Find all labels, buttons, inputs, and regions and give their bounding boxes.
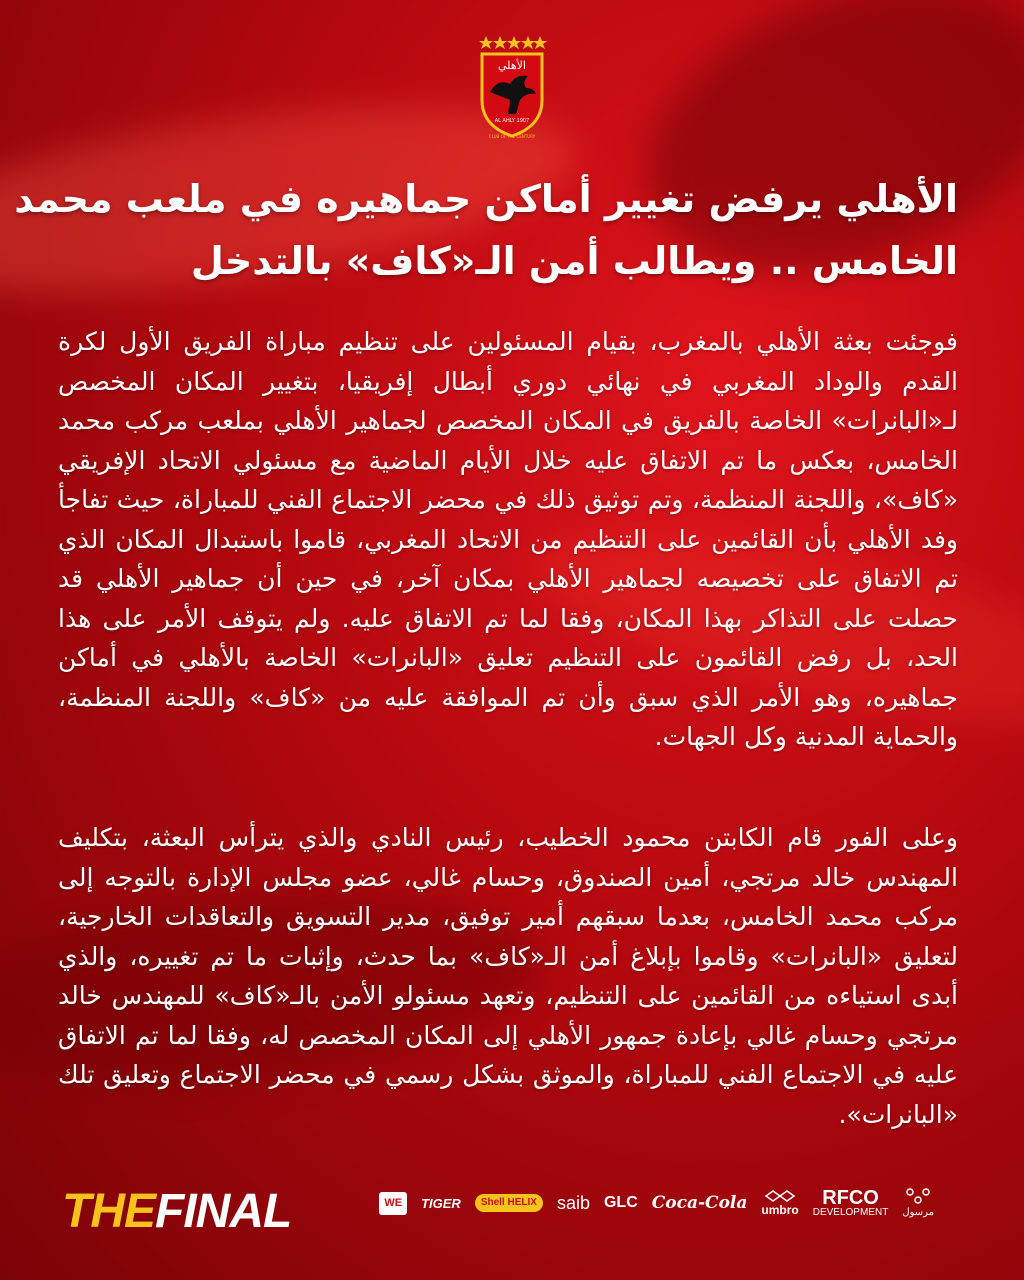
crest-motto: CLUB OF THE CENTURY [488, 134, 536, 139]
umbro-diamond-icon [765, 1190, 795, 1202]
sponsor-mrsool [902, 1188, 934, 1218]
sponsor-strip [379, 1188, 934, 1218]
the-final-logo-the: THE [62, 1185, 155, 1238]
sponsor-rfco [813, 1188, 889, 1218]
sponsor-umbro [761, 1190, 798, 1216]
sponsor-mrsool-label: مرسول [902, 1207, 934, 1218]
sponsor-saib: saib [556, 1193, 590, 1213]
mrsool-logo-icon [904, 1188, 932, 1204]
headline-line-1: الأهلي يرفض تغيير أماكن جماهيره في ملعب محمد [14, 177, 958, 221]
headline [14, 168, 958, 292]
sponsor-umbro-label: umbro [761, 1203, 799, 1217]
sponsor-tiger: TIGER [421, 1195, 461, 1211]
body-paragraph-2: وعلى الفور قام الكابتن محمود الخطيب، رئيس النادي والذي يترأس البعثة، بتكليف المهندس خالد مرتجي، أمين الصندوق، وحسام غالي، عضو مجلس الإدارة بالتوجه إلى مركب محمد الخامس، بعدما سبقهم أمير توفيق، مدير التسويق والتعاقدات الخارجية، لتعليق «البانرات» وقاموا بإبلاغ أمن الـ«كاف» بما حدث، وإثبات ما تم تغييره، والذي أبدى استياءه من القائمين على التنظيم، وتعهد مسئولو الأمن بالـ«كاف» للمهندس خالد مرتجي وحسام غالي بإعادة جمهور الأهلي إلى المكان المخصص له، وفقا لما تم الاتفاق عليه في الاجتماع الفني للمباراة، والموثق بشكل رسمي في محضر الاجتماع وتعليق تلك «البانرات». [58, 823, 958, 1129]
sponsor-rfco-label: RFCO [822, 1187, 879, 1209]
crest-arabic-text: الأهلي [498, 59, 526, 72]
the-final-logo-final: FINAL [155, 1185, 292, 1238]
sponsor-shell-helix: Shell HELIX [475, 1194, 543, 1212]
crest-latin-text: AL AHLY 1907 [494, 118, 530, 124]
sponsor-glc: GLC [603, 1194, 638, 1211]
sponsor-we: WE [379, 1192, 407, 1215]
headline-line-2: الخامس .. ويطالب أمن الـ«كاف» بالتدخل [190, 239, 958, 283]
the-final-logo [62, 1186, 291, 1238]
al-ahly-eagle-crest-icon [476, 30, 548, 140]
sponsor-rfco-sub: DEVELOPMENT [812, 1207, 889, 1218]
body-paragraph-1: فوجئت بعثة الأهلي بالمغرب، بقيام المسئولين على تنظيم مباراة الفريق الأول لكرة القدم والوداد المغربي في نهائي دوري أبطال إفريقيا، بتغيير المكان المخصص لـ«البانرات» الخاصة بالفريق في المكان المخصص لجماهير الأهلي بملعب مركب محمد الخامس، بعكس ما تم الاتفاق عليه خلال الأيام الماضية مع مسئولي الاتحاد الإفريقي «كاف»، واللجنة المنظمة، وتم توثيق ذلك في محضر الاجتماع الفني للمباراة، حيث تفاجأ وفد الأهلي بأن القائمين على التنظيم من الاتحاد المغربي، قاموا باستبدال المكان الذي تم الاتفاق على تخصيصه لجماهير الأهلي بمكان آخر، في حين أن جماهير الأهلي قد حصلت على التذاكر بهذا المكان، وفقا لما تم الاتفاق عليه. ولم يتوقف الأمر على هذا الحد، بل رفض القائمون على التنظيم تعليق «البانرات» الخاصة بالأهلي في أماكن جماهيره، وهو الأمر الذي سبق وأن تم الموافقة عليه من «كاف» واللجنة المنظمة، والحماية المدنية وكل الجهات. [58, 327, 958, 751]
sponsor-coca-cola: Coca-Cola [651, 1192, 748, 1213]
